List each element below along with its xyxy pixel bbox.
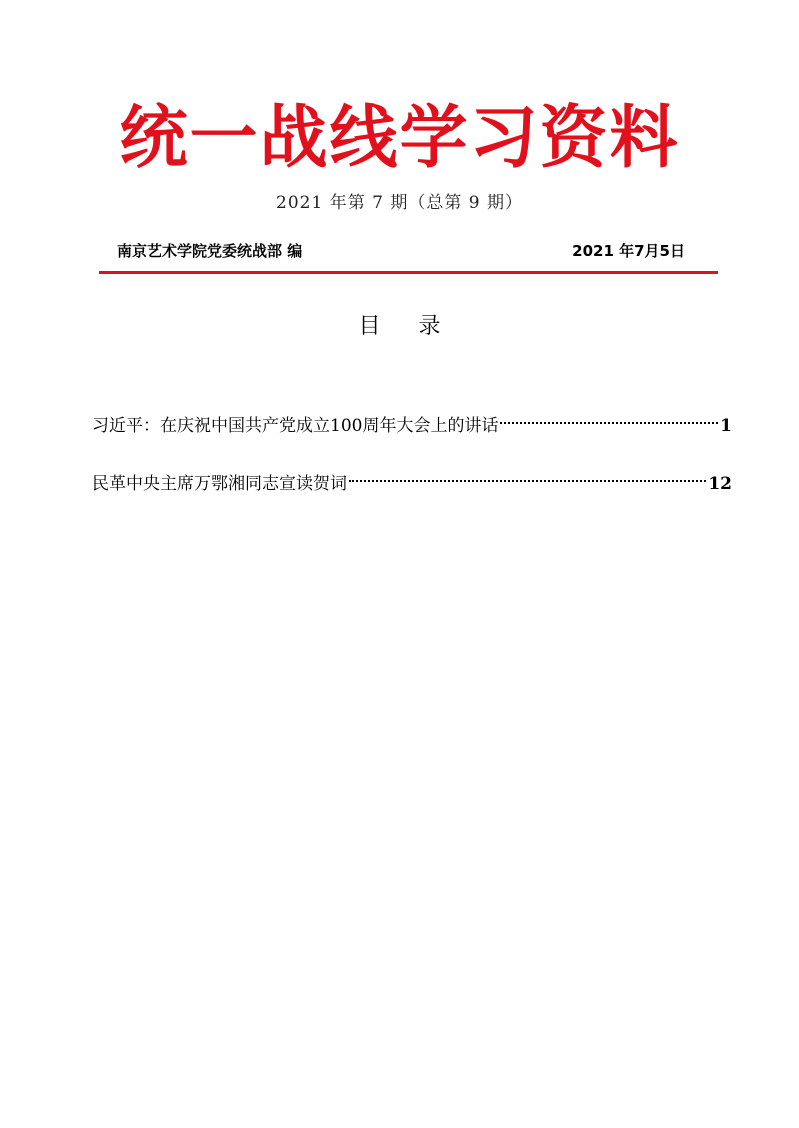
toc-entry-title[interactable]: 民革中央主席万鄂湘同志宣读贺词 — [92, 474, 347, 494]
editor-department: 南京艺术学院党委统战部 编 — [117, 242, 303, 260]
toc-entry-page: 1 — [720, 416, 732, 436]
masthead-title: 统一战线学习资料 — [119, 98, 680, 178]
toc-heading-left: 目 — [358, 314, 381, 339]
toc-entry[interactable] — [92, 411, 732, 441]
meta-row — [117, 240, 685, 262]
issue-number: 2021 年第 7 期（总第 9 期） — [276, 193, 523, 213]
toc-leader-dots — [349, 480, 706, 482]
toc-leader-dots — [500, 422, 718, 424]
toc-heading — [0, 313, 799, 341]
toc-list — [92, 411, 732, 527]
publish-date: 2021 年7月5日 — [572, 242, 685, 260]
toc-heading-right: 录 — [418, 314, 441, 339]
toc-entry-title[interactable]: 习近平：在庆祝中国共产党成立100周年大会上的讲话 — [92, 416, 499, 436]
toc-entry-page: 12 — [708, 474, 732, 494]
header-divider — [99, 271, 718, 274]
toc-entry[interactable] — [92, 469, 732, 499]
